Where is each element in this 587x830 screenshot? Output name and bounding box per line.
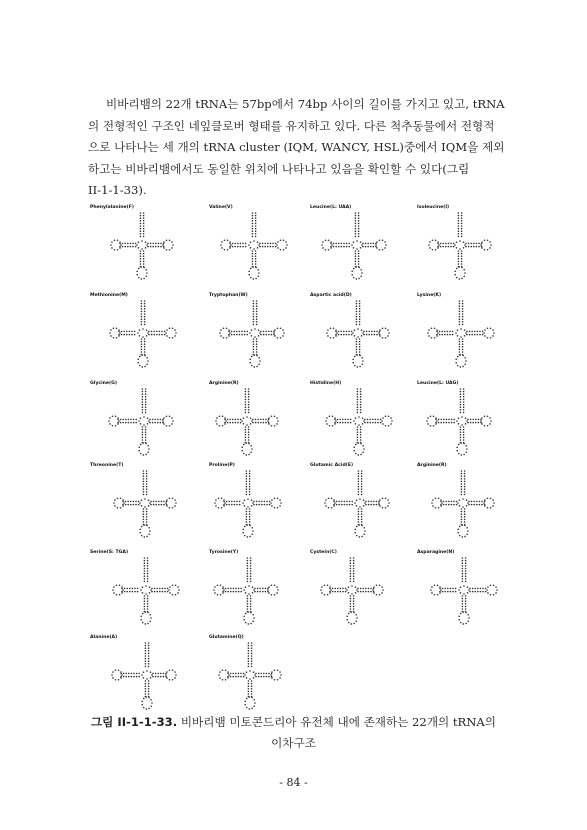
trna-panel bbox=[84, 550, 189, 636]
trna-panel bbox=[189, 635, 294, 721]
cloverleaf-structure-icon bbox=[294, 299, 399, 379]
trna-panel bbox=[189, 463, 294, 549]
trna-label: Histidine(H) bbox=[310, 381, 342, 386]
trna-label: Leucine(L: UAG) bbox=[417, 381, 459, 386]
trna-panel bbox=[294, 293, 399, 379]
trna-label: Lysine(K) bbox=[417, 293, 442, 298]
trna-panel bbox=[399, 381, 504, 467]
trna-panel bbox=[399, 550, 504, 636]
trna-label: Leucine(L: UAA) bbox=[310, 205, 352, 210]
trna-label: Asparagine(N) bbox=[417, 550, 455, 555]
trna-panel bbox=[189, 205, 294, 291]
cloverleaf-structure-icon bbox=[294, 469, 399, 549]
cloverleaf-structure-icon bbox=[399, 299, 504, 379]
cloverleaf-structure-icon bbox=[399, 556, 504, 636]
figure-caption bbox=[60, 712, 527, 754]
caption-text: 비바리뱀 미토콘드리아 유전체 내에 존재하는 22개의 tRNA의 bbox=[177, 715, 497, 729]
cloverleaf-structure-icon bbox=[294, 387, 399, 467]
trna-label: Aspartic acid(D) bbox=[310, 293, 352, 298]
cloverleaf-structure-icon bbox=[84, 556, 189, 636]
caption-line-2: 이차구조 bbox=[271, 736, 316, 750]
paragraph-line: 비바리뱀의 22개 tRNA는 57bp에서 74bp 사이의 길이를 가지고 있고, tRNA bbox=[106, 97, 505, 111]
trna-label: Alanine(A) bbox=[90, 635, 118, 640]
trna-label: Cystein(C) bbox=[310, 550, 337, 555]
trna-panel bbox=[399, 205, 504, 291]
paragraph-line: 하고는 비바리뱀에서도 동일한 위치에 나타나고 있음을 확인할 수 있다(그림 bbox=[88, 161, 470, 176]
trna-panel bbox=[294, 381, 399, 467]
trna-label: Isoleucine(I) bbox=[417, 205, 450, 210]
cloverleaf-structure-icon bbox=[84, 387, 189, 467]
cloverleaf-structure-icon bbox=[189, 641, 294, 721]
cloverleaf-structure-icon bbox=[189, 299, 294, 379]
trna-label: Threonine(T) bbox=[90, 463, 124, 468]
cloverleaf-structure-icon bbox=[399, 469, 504, 549]
trna-panel bbox=[84, 635, 189, 721]
trna-secondary-structure-figure bbox=[84, 205, 504, 705]
cloverleaf-structure-icon bbox=[84, 469, 189, 549]
trna-label: Valine(V) bbox=[209, 205, 233, 210]
trna-label: Arginine(R) bbox=[417, 463, 447, 468]
cloverleaf-structure-icon bbox=[84, 299, 189, 379]
paragraph-line: II-1-1-33). bbox=[88, 183, 147, 197]
trna-panel bbox=[294, 205, 399, 291]
paragraph-line: 의 전형적인 구조인 네잎클로버 형태를 유지하고 있다. 다른 척추동물에서 전형적 bbox=[88, 118, 495, 133]
cloverleaf-structure-icon bbox=[84, 641, 189, 721]
trna-label: Phenylalanine(F) bbox=[90, 205, 134, 210]
trna-panel bbox=[189, 293, 294, 379]
cloverleaf-structure-icon bbox=[189, 387, 294, 467]
page-number: - 84 - bbox=[279, 776, 308, 789]
trna-panel bbox=[189, 550, 294, 636]
trna-panel bbox=[84, 205, 189, 291]
trna-label: Glutamine(Q) bbox=[209, 635, 244, 640]
trna-label: Arginine(R) bbox=[209, 381, 239, 386]
cloverleaf-structure-icon bbox=[399, 211, 504, 291]
trna-label: Tyrosine(Y) bbox=[209, 550, 239, 555]
paragraph-line: 으로 나타나는 세 개의 tRNA cluster (IQM, WANCY, HSL)중에서 IQM을 제외 bbox=[88, 140, 505, 154]
trna-panel bbox=[399, 293, 504, 379]
body-paragraph bbox=[88, 94, 510, 202]
trna-panel bbox=[189, 381, 294, 467]
cloverleaf-structure-icon bbox=[189, 556, 294, 636]
trna-panel bbox=[399, 463, 504, 549]
trna-label: Tryptophan(W) bbox=[209, 293, 248, 298]
caption-label: 그림 II-1-1-33. bbox=[90, 715, 178, 729]
cloverleaf-structure-icon bbox=[189, 211, 294, 291]
caption-line-1 bbox=[60, 712, 527, 733]
trna-label: Proline(P) bbox=[209, 463, 235, 468]
trna-panel bbox=[294, 463, 399, 549]
trna-label: Methionine(M) bbox=[90, 293, 128, 298]
cloverleaf-structure-icon bbox=[189, 469, 294, 549]
trna-label: Glycine(G) bbox=[90, 381, 117, 386]
trna-panel bbox=[84, 381, 189, 467]
cloverleaf-structure-icon bbox=[294, 211, 399, 291]
trna-panel bbox=[294, 550, 399, 636]
trna-label: Glutamic Acid(E) bbox=[310, 463, 354, 468]
cloverleaf-structure-icon bbox=[294, 556, 399, 636]
cloverleaf-structure-icon bbox=[399, 387, 504, 467]
trna-label: Serine(S: TGA) bbox=[90, 550, 129, 555]
trna-panel bbox=[84, 463, 189, 549]
trna-panel bbox=[84, 293, 189, 379]
cloverleaf-structure-icon bbox=[84, 211, 189, 291]
